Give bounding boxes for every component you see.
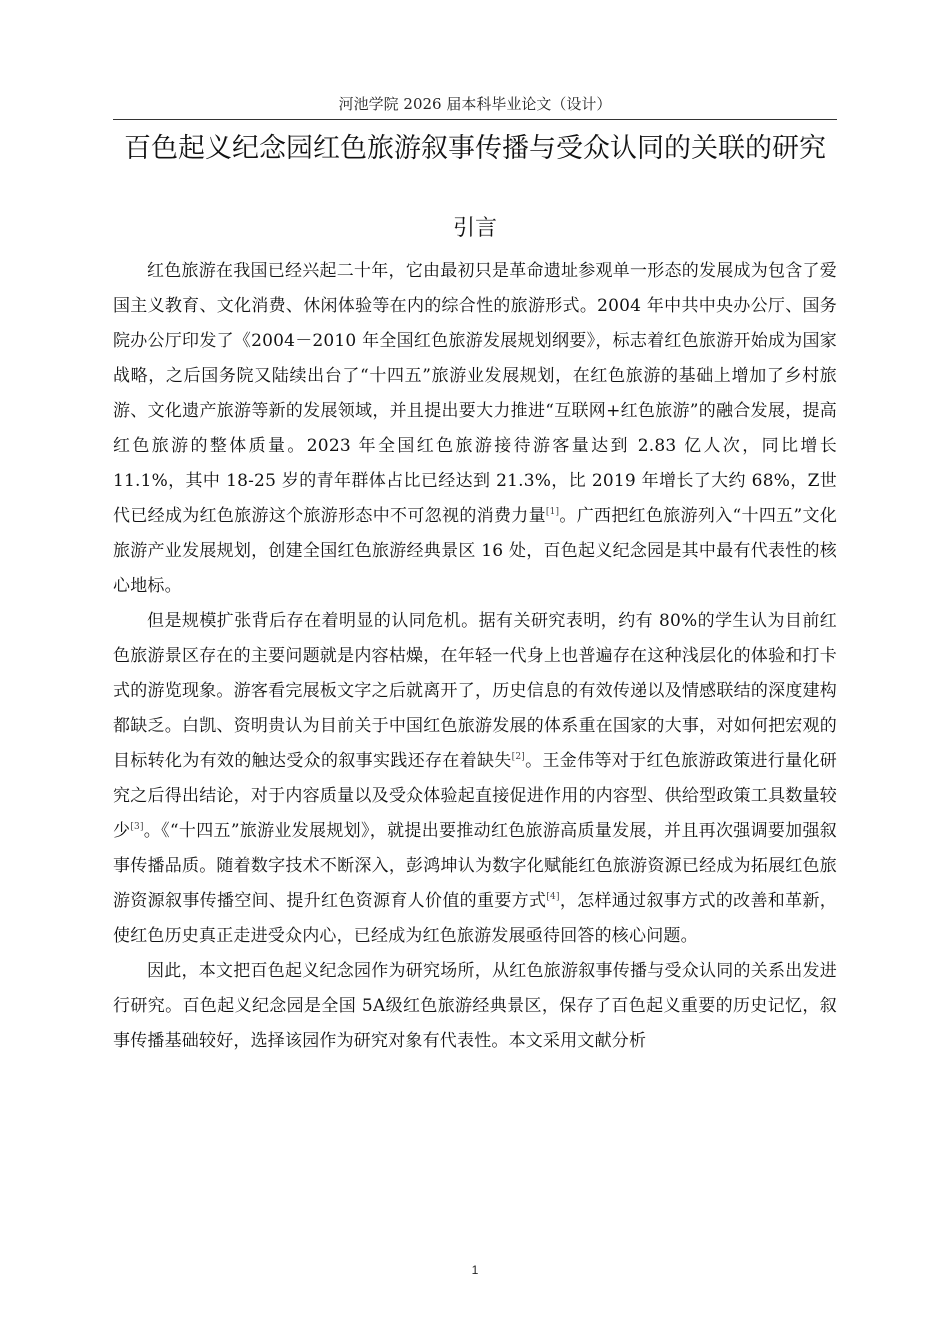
paragraph-text: 但是规模扩张背后存在着明显的认同危机。据有关研究表明，约有 80%的学生认为目前红色旅游景区存在的主要问题就是内容枯燥，在年轻一代身上也普遍存在这种浅层化的体验和打卡式的游览现象。游客看完展板文字之后就离开了，历史信息的有效传递以及情感联结的深度建构都缺乏。白凯、资明贵认为目前关于中国红色旅游发展的体系重在国家的大事，对如何把宏观的目标转化为有效的触达受众的叙事实践还存在着缺失 xyxy=(113,611,837,771)
paragraph-text: 因此，本文把百色起义纪念园作为研究场所，从红色旅游叙事传播与受众认同的关系出发进行研究。百色起义纪念园是全国 5A级红色旅游经典景区，保存了百色起义重要的历史记忆，叙事传播基础较好，选择该园作为研究对象有代表性。本文采用文献分析 xyxy=(113,961,837,1051)
citation-marker: [3] xyxy=(130,822,144,832)
citation-marker: [4] xyxy=(546,892,560,902)
thesis-title: 百色起义纪念园红色旅游叙事传播与受众认同的关联的研究 xyxy=(124,133,826,164)
running-header: 河池学院 2026 届本科毕业论文（设计） xyxy=(338,95,612,113)
section-heading: 引言 xyxy=(452,216,497,241)
body-paragraph xyxy=(113,604,837,954)
citation-marker: [1] xyxy=(545,507,560,517)
paragraph-text: 红色旅游在我国已经兴起二十年，它由最初只是革命遗址参观单一形态的发展成为包含了爱国主义教育、文化消费、休闲体验等在内的综合性的旅游形式。2004 年中共中央办公厅、国务院办公厅印发了《2004－2010 年全国红色旅游发展规划纲要》，标志着红色旅游开始成为国家战略，之后国务院又陆续出台了“十四五”旅游业发展规划，在红色旅游的基础上增加了乡村旅游、文化遗产旅游等新的发展领域，并且提出要大力推进“互联网+红色旅游”的融合发展，提高红色旅游的整体质量。2023 年全国红色旅游接待游客量达到 2.83 亿人次，同比增长 11.1%，其中 18-25 岁的青年群体占比已经达到 21.3%，比 2019 年增长了大约 68%，Z世代已经成为红色旅游这个旅游形态中不可忽视的消费力量 xyxy=(113,261,837,526)
body-paragraph xyxy=(113,954,837,1059)
paragraph-text: 。《“十四五”旅游业发展规划》，就提出要推动红色旅游高质量发展，并且再次强调要加强叙事传播品质。随着数字技术不断深入，彭鸿坤认为数字化赋能红色旅游资源已经成为拓展红色旅游资源叙事传播空间、提升红色资源育人价值的重要方式 xyxy=(113,821,837,911)
paragraph-text: ，怎样通过叙事方式的改善和革新，使红色历史真正走进受众内心，已经成为红色旅游发展亟待回答的核心问题。 xyxy=(113,891,838,946)
paragraph-text: 。王金伟等对于红色旅游政策进行量化研究之后得出结论，对于内容质量以及受众体验起直接促进作用的内容型、供给型政策工具数量较少 xyxy=(113,751,837,841)
paragraph-text: 。广西把红色旅游列入“十四五”文化旅游产业发展规划，创建全国红色旅游经典景区 16 处，百色起义纪念园是其中最有代表性的核心地标。 xyxy=(113,506,838,596)
body-paragraph xyxy=(113,254,837,604)
body-text xyxy=(113,254,837,1059)
citation-marker: [2] xyxy=(511,752,525,762)
header-rule xyxy=(113,119,837,120)
page-number: 1 xyxy=(471,1263,479,1277)
